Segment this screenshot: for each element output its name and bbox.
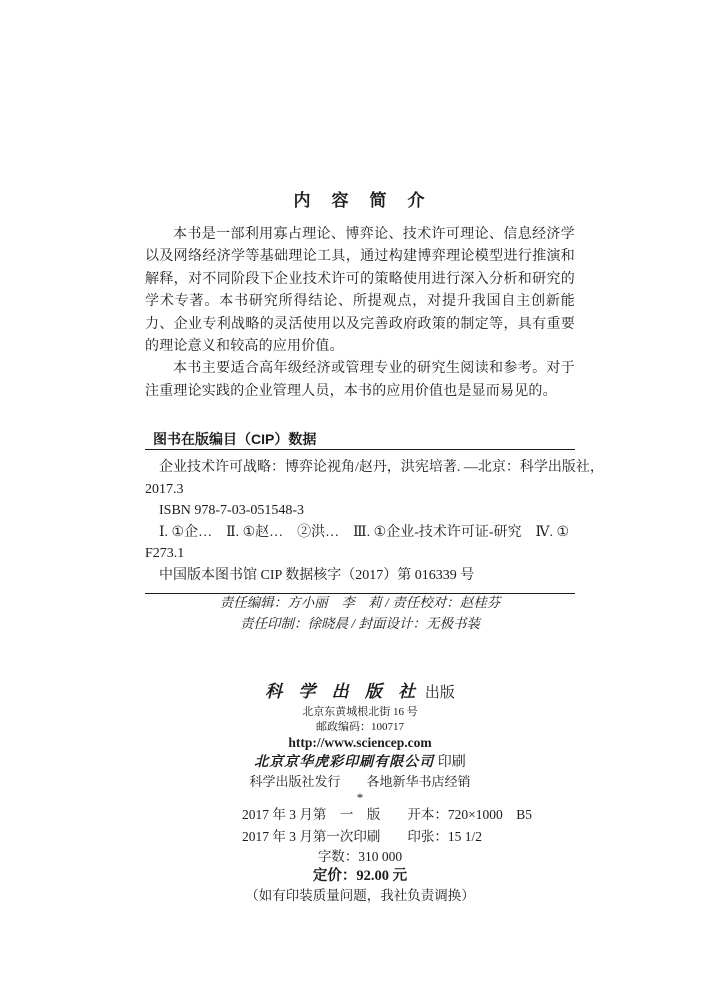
wordcount-line: 字数：310 000: [317, 849, 403, 864]
printer-role: 印刷: [437, 755, 466, 770]
price-line: 定价：92.00 元: [312, 868, 408, 884]
publisher-name: 科 学 出 版 社: [265, 682, 422, 701]
edition-block: [145, 804, 575, 847]
staff-credits-section: [145, 592, 575, 634]
printer-name: 北京京华虎彩印刷有限公司: [254, 755, 435, 770]
cip-class-code-line: F273.1: [145, 546, 185, 561]
impression-line: 2017 年 3 月第一次印刷 印张：15 1/2: [242, 828, 483, 844]
cip-section: [145, 429, 604, 594]
distribution-line: 科学出版社发行 各地新华书店经销: [249, 774, 471, 789]
cip-classification-line: Ⅰ. ①企… Ⅱ. ①赵… ②洪… Ⅲ. ①企业-技术许可证-研究 Ⅳ. ①: [159, 524, 570, 540]
publisher-website: http://www.sciencep.com: [288, 735, 432, 750]
staff-editors-line: 责任编辑：方小丽 李 莉 / 责任校对：赵桂芬: [219, 595, 501, 610]
intro-paragraph-2: 本书主要适合高年级经济或管理专业的研究生阅读和参考。对于注重理论实践的企业管理人员，本书的应用价值也是显而易见的。: [145, 361, 575, 399]
cip-body: [145, 450, 604, 593]
cip-isbn-line: ISBN 978-7-03-051548-3: [159, 503, 305, 518]
cip-record-line: 中国版本图书馆 CIP 数据核字（2017）第 016339 号: [159, 567, 475, 583]
printer-line: [145, 753, 575, 773]
content-intro-title: 内 容 简 介: [293, 191, 427, 210]
cip-year-line: 2017.3: [145, 481, 184, 497]
content-intro-section: [145, 186, 575, 403]
quality-note-line: （如有印装质量问题，我社负责调换）: [245, 888, 475, 903]
imprint-section: [145, 681, 575, 905]
publisher-address: 北京东黄城根北街 16 号: [302, 706, 418, 718]
separator-asterisk: *: [356, 790, 364, 805]
edition-line: 2017 年 3 月第 一 版 开本：720×1000 B5: [242, 807, 532, 822]
cip-header: 图书在版编目（CIP）数据: [153, 431, 317, 447]
intro-paragraph-1: 本书是一部利用寡占理论、博弈论、技术许可理论、信息经济学以及网络经济学等基础理论工具，通过构建博弈理论模型进行推演和解释，对不同阶段下企业技术许可的策略使用进行深入分析和研究的学术专著。本书研究所得结论、所提观点，对提升我国自主创新能力、企业专利战略的灵活使用以及完善政府政策的制定等，具有重要的理论意义和较高的应用价值。: [145, 227, 575, 355]
publisher-postcode: 邮政编码：100717: [316, 721, 404, 733]
publisher-line: [145, 681, 575, 704]
cip-title-line: 企业技术许可战略：博弈论视角/赵丹，洪宪培著. —北京：科学出版社，: [159, 460, 604, 475]
publisher-role: 出版: [424, 685, 455, 701]
staff-printing-line: 责任印制：徐晓晨 / 封面设计：无极书装: [239, 616, 480, 631]
